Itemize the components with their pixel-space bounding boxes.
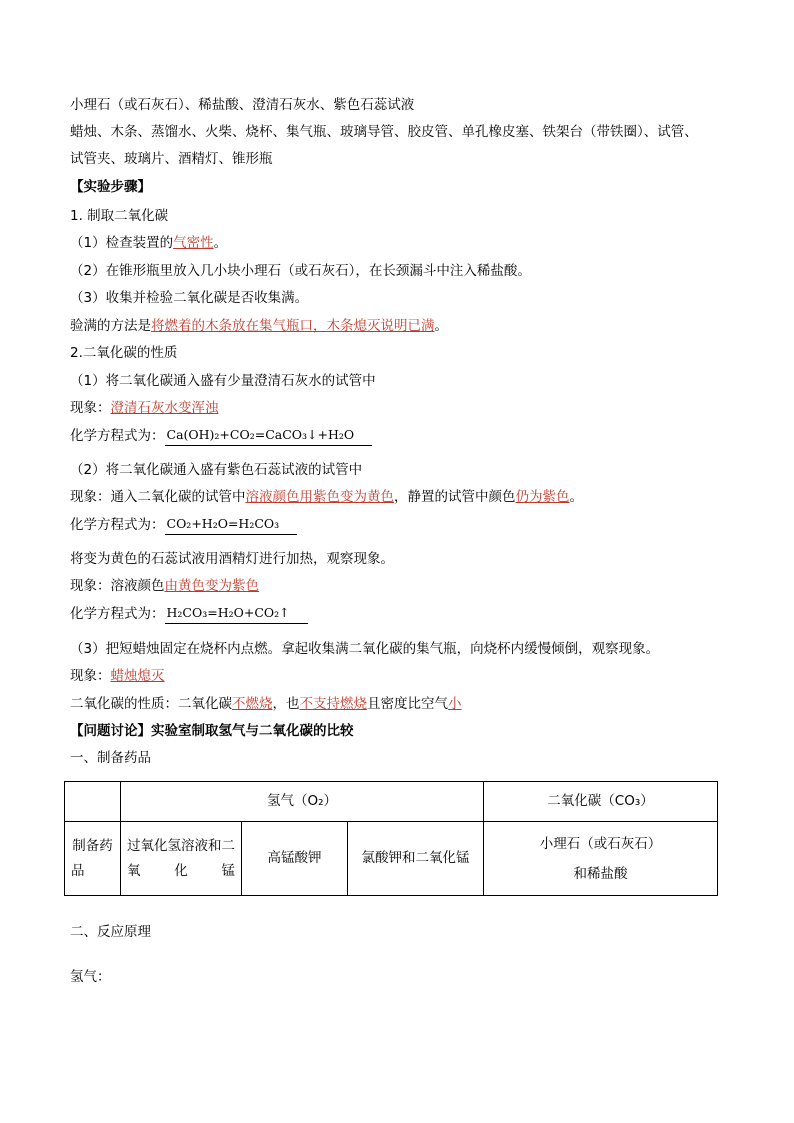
step2-2: （2）将二氧化碳通入盛有紫色石蕊试液的试管中 — [70, 462, 363, 478]
h2-option-permanganate: 高锰酸钾 — [242, 822, 348, 896]
h2-option-chlorate: 氯酸钾和二氧化锰 — [348, 822, 484, 896]
step1-2: （2）在锥形瓶里放入几小块小理石（或石灰石），在长颈漏斗中注入稀盐酸。 — [70, 263, 531, 279]
step1-1 — [70, 233, 227, 253]
equation-1-line — [70, 426, 372, 452]
comparison-table — [64, 781, 718, 896]
full-check-end: 。 — [434, 318, 448, 334]
step2-1: （1）将二氧化碳通入盛有少量澄清石灰水的试管中 — [70, 373, 376, 389]
table-corner-cell — [65, 782, 121, 822]
equation-2-line — [70, 515, 297, 541]
observation-2 — [70, 487, 583, 507]
step1-3: （3）收集并检验二氧化碳是否收集满。 — [70, 290, 309, 306]
full-check-method — [70, 316, 448, 336]
table-header-row — [65, 782, 718, 822]
observation-1-label: 现象： — [70, 400, 111, 416]
equation-2: CO₂+H₂O=H₂CO₃ — [165, 515, 298, 535]
step1-1-end: 。 — [213, 235, 228, 251]
observation-2-end: 。 — [569, 489, 583, 505]
answer-candle-out: 蜡烛熄灭 — [110, 668, 165, 684]
observation-4-label: 现象： — [70, 668, 111, 684]
equation-1: Ca(OH)₂+CO₂=CaCO₃↓+H₂O — [165, 426, 373, 446]
observation-4 — [70, 666, 165, 686]
observation-2-label: 现象：通入二氧化碳的试管中 — [70, 489, 246, 505]
co2-properties-label: 二氧化碳的性质：二氧化碳 — [70, 696, 232, 712]
co2-properties-mid2: 且密度比空气 — [367, 696, 448, 712]
co2-reagent-line-2: 和稀盐酸 — [573, 865, 628, 882]
answer-still-purple: 仍为紫色 — [515, 489, 570, 505]
answer-limewater: 澄清石灰水变浑浊 — [110, 400, 219, 416]
answer-full-check: 将燃着的木条放在集气瓶口，木条熄灭说明已满 — [151, 318, 435, 334]
apparatus-line-1: 蜡烛、木条、蒸馏水、火柴、烧杯、集气瓶、玻璃导管、胶皮管、单孔橡皮塞、铁架台（带铁圈）、试管、 — [70, 124, 698, 140]
step2-3: （3）把短蜡烛固定在烧杯内点燃。拿起收集满二氧化碳的集气瓶，向烧杯内缓慢倾倒，观察现象。 — [70, 641, 660, 657]
co2-reagent-cell — [484, 822, 718, 896]
header-hydrogen: 氢气（O₂） — [121, 782, 484, 822]
observation-3 — [70, 576, 259, 596]
answer-nonflammable: 不燃烧 — [232, 696, 273, 712]
apparatus-line-2: 试管夹、玻璃片、酒精灯、锥形瓶 — [70, 151, 273, 167]
answer-color-change: 溶液颜色用紫色变为黄色 — [245, 489, 394, 505]
table-row — [65, 822, 718, 896]
equation-2-label: 化学方程式为： — [70, 517, 165, 533]
answer-yellow-to-purple: 由黄色变为紫色 — [164, 578, 259, 594]
section-reagents: 一、制备药品 — [70, 750, 151, 766]
hydrogen-label: 氢气： — [70, 969, 111, 985]
observation-2-mid: ，静置的试管中颜色 — [394, 489, 516, 505]
step1-title: 1. 制取二氧化碳 — [70, 208, 169, 224]
steps-heading: 【实验步骤】 — [70, 179, 151, 195]
equation-1-label: 化学方程式为： — [70, 428, 165, 444]
section-reaction-principle: 二、反应原理 — [70, 924, 151, 940]
co2-reagent-line-1: 小理石（或石灰石） — [539, 835, 662, 852]
answer-airtightness: 气密性 — [173, 235, 214, 251]
row-label-reagents: 制备药品 — [65, 822, 121, 896]
observation-3-label: 现象：溶液颜色 — [70, 578, 165, 594]
answer-no-support-combustion: 不支持燃烧 — [299, 696, 367, 712]
equation-3-label: 化学方程式为： — [70, 606, 165, 622]
heating-step: 将变为黄色的石蕊试液用酒精灯进行加热，观察现象。 — [70, 551, 394, 567]
equation-3-line — [70, 604, 308, 630]
discussion-heading: 【问题讨论】实验室制取氢气与二氧化碳的比较 — [70, 723, 354, 739]
step1-1-text: （1）检查装置的 — [70, 235, 174, 251]
reagents-line: 小理石（或石灰石）、稀盐酸、澄清石灰水、紫色石蕊试液 — [70, 97, 415, 113]
header-carbon-dioxide: 二氧化碳（CO₃） — [484, 782, 718, 822]
observation-1 — [70, 398, 219, 418]
full-check-text: 验满的方法是 — [70, 318, 151, 334]
answer-density: 小 — [448, 696, 462, 712]
equation-3: H₂CO₃=H₂O+CO₂↑ — [165, 604, 308, 624]
step2-title: 2.二氧化碳的性质 — [70, 345, 178, 361]
h2-option-peroxide: 过氧化氢溶液和二氧化锰 — [121, 822, 242, 896]
co2-properties-mid: ，也 — [272, 696, 300, 712]
co2-properties — [70, 694, 462, 714]
